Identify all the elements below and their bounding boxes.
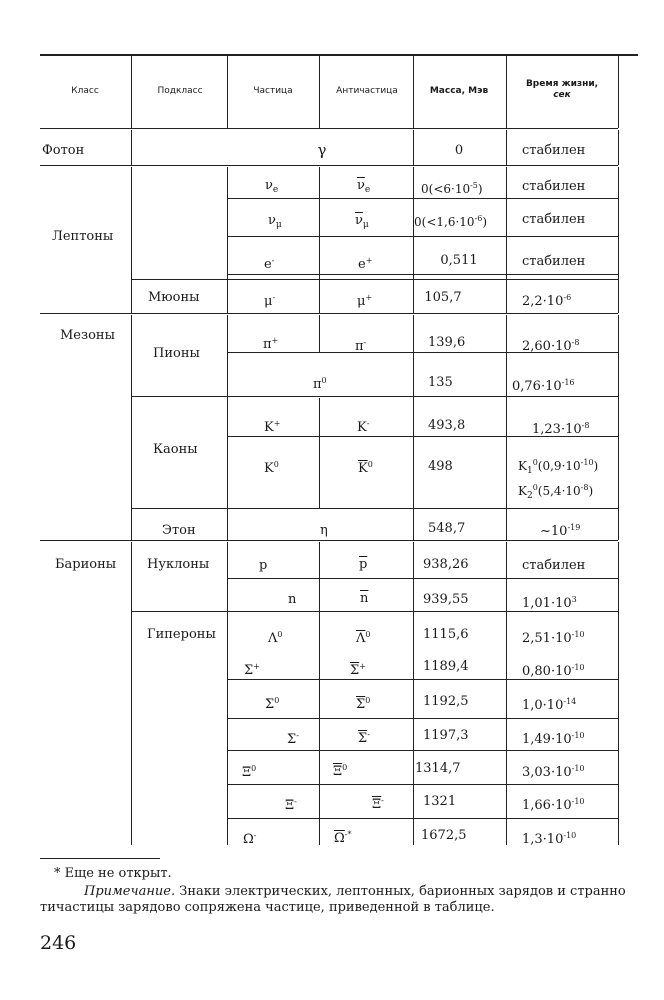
hyperon-row6-anti: $\overline{\Xi}^-$	[372, 796, 384, 812]
page-number: 246	[40, 932, 77, 954]
muon-anti: μ+	[357, 293, 373, 309]
subclass-nucleons: Нуклоны	[147, 557, 210, 572]
class-baryons: Барионы	[55, 557, 117, 572]
header-particle: Частица	[253, 86, 293, 96]
nucleon-n-mass: 939,55	[423, 592, 469, 607]
hyperon-row4-anti: $\overline{\Sigma}^-$	[358, 730, 370, 746]
note-line2: тичастицы зарядово сопряжена частице, приведенной в таблице.	[40, 900, 495, 915]
photon-mass: 0	[454, 143, 464, 158]
nucleon-p-mass: 938,26	[423, 557, 469, 572]
pion-row1-lifetime: $2,60\cdot 10^{-8}$	[522, 338, 580, 354]
muon-mass: 105,7	[424, 290, 462, 305]
hyperon-row4-lifetime: $1,49\cdot 10^{-10}$	[522, 731, 585, 747]
kaon-k1-lifetime: $K_1^0(0,9\cdot 10^{-10})$	[518, 458, 599, 476]
nucleon-n-lifetime: $1,01\cdot 10^3$	[522, 595, 577, 611]
lepton-row3-mass: 0,511	[440, 253, 478, 268]
subclass-muons: Мюоны	[148, 290, 200, 305]
hyperon-row7-anti: $\overline{\Omega}^{-*}$	[334, 830, 352, 846]
nucleon-p-particle: p	[259, 558, 268, 573]
subclass-pions: Пионы	[153, 346, 200, 361]
hyperon-row3-mass: 1192,5	[423, 694, 469, 709]
hyperon-row2-mass: 1189,4	[423, 659, 469, 674]
lepton-row2-lifetime: стабилен	[522, 212, 586, 227]
nucleon-p-anti: $\overline{p}$	[359, 557, 368, 572]
hyperon-row7-particle: Ω-	[243, 831, 257, 847]
lepton-row3-lifetime: стабилен	[522, 254, 586, 269]
nucleon-p-lifetime: стабилен	[522, 558, 586, 573]
hyperon-row1-anti: $\overline{\Lambda}^0$	[356, 630, 371, 646]
pion-row2-particle: $\pi^0$	[313, 376, 327, 392]
lepton-row1-mass: $0(<6\cdot 10^{-5})$	[421, 181, 483, 196]
photon-particle: γ	[317, 141, 327, 159]
hyperon-row2-particle: Σ+	[244, 662, 260, 678]
hyperon-row3-lifetime: $1,0\cdot 10^{-14}$	[522, 697, 577, 713]
kaon-row1-mass: 493,8	[428, 418, 466, 433]
hyperon-row5-particle: $\Xi^0$	[242, 764, 257, 780]
pion-row2-lifetime: $0,76\cdot 10^{-16}$	[512, 378, 575, 394]
header-antiparticle: Античастица	[336, 86, 398, 96]
hyperon-row2-lifetime: $0,80\cdot 10^{-10}$	[522, 663, 585, 679]
hyperon-row5-lifetime: $3,03\cdot 10^{-10}$	[522, 764, 585, 780]
header-lifetime-line2: сек	[553, 90, 571, 100]
hyperon-row3-particle: $\Sigma^0$	[265, 696, 280, 712]
nucleon-n-anti: $\overline{n}$	[360, 591, 369, 606]
nucleon-n-particle: n	[288, 592, 297, 607]
footnote-rule	[40, 858, 160, 859]
hyperon-row4-mass: 1197,3	[423, 728, 469, 743]
header-mass: Масса, Мэв	[429, 86, 489, 96]
hyperon-row6-mass: 1321	[423, 794, 457, 809]
kaon-row2-mass: 498	[428, 459, 453, 474]
lepton-row3-anti: e+	[358, 256, 373, 272]
footnote-asterisk: * Еще не открыт.	[54, 866, 172, 881]
hyperon-row3-anti: $\overline{\Sigma}^0$	[356, 696, 371, 712]
hyperon-row7-lifetime: $1,3\cdot 10^{-10}$	[522, 831, 577, 847]
lepton-row1-lifetime: стабилен	[522, 179, 586, 194]
kaon-row1-anti: K-	[357, 419, 370, 435]
photon-lifetime: стабилен	[522, 143, 586, 158]
note-line1: Примечание. Знаки электрических, лептонных, барионных зарядов и странно	[84, 884, 626, 899]
hyperon-row2-anti: $\overline{\Sigma}^+$	[350, 662, 366, 678]
kaon-k2-lifetime: $K_2^0(5,4\cdot 10^{-8})$	[518, 483, 594, 501]
hyperon-row5-mass: 1314,7	[415, 761, 461, 776]
kaon-row1-particle: K+	[264, 419, 281, 435]
pion-row2-mass: 135	[428, 375, 453, 390]
pion-row1-particle: π+	[263, 336, 279, 352]
pion-row1-mass: 139,6	[428, 335, 466, 350]
hyperon-row7-mass: 1672,5	[421, 828, 467, 843]
lepton-row3-particle: e-	[264, 256, 275, 272]
class-mesons: Мезоны	[60, 328, 115, 343]
lepton-row2-mass: $0(<1,6\cdot 10^{-6})$	[414, 214, 488, 229]
lepton-row2-anti: $\overline{\nu}_\mu$	[355, 213, 369, 230]
class-photon: Фотон	[42, 143, 85, 158]
muon-lifetime: $2,2\cdot 10^{-6}$	[522, 293, 572, 309]
hyperon-row6-particle: Ξ-	[285, 797, 297, 813]
hyperon-row1-particle: $\Lambda^0$	[268, 630, 283, 646]
subclass-kaons: Каоны	[153, 442, 198, 457]
header-lifetime	[526, 79, 598, 101]
hyperon-row1-lifetime: $2,51\cdot 10^{-10}$	[522, 630, 585, 646]
header-lifetime-line1: Время жизни,	[525, 79, 599, 89]
kaon-row2-particle: $K^0$	[264, 460, 279, 476]
class-leptons: Лептоны	[52, 229, 114, 244]
header-subclass: Подкласс	[157, 86, 203, 96]
lepton-row1-anti: $\overline{\nu}_e$	[357, 178, 371, 195]
hyperon-row5-anti: $\overline{\Xi}^0$	[333, 763, 348, 779]
hyperon-row6-lifetime: $1,66\cdot 10^{-10}$	[522, 797, 585, 813]
lepton-row2-particle: $\nu_\mu$	[268, 213, 282, 230]
lepton-row1-particle: $\nu_e$	[265, 178, 279, 195]
subclass-eton: Этон	[162, 523, 196, 538]
kaon-row1-lifetime: $1,23\cdot 10^{-8}$	[532, 421, 590, 437]
header-class: Класс	[71, 86, 99, 96]
kaon-row2-anti: $\overline{K}^0$	[358, 460, 373, 476]
hyperon-row4-particle: Σ-	[287, 731, 299, 747]
pion-row1-anti: π-	[355, 338, 367, 354]
hyperon-row1-mass: 1115,6	[423, 627, 469, 642]
eton-particle: η	[320, 523, 328, 538]
muon-particle: μ-	[264, 293, 276, 309]
subclass-hyperons: Гипероны	[147, 627, 216, 642]
eton-mass: 548,7	[428, 521, 466, 536]
eton-lifetime: $\sim 10^{-19}$	[540, 523, 581, 539]
